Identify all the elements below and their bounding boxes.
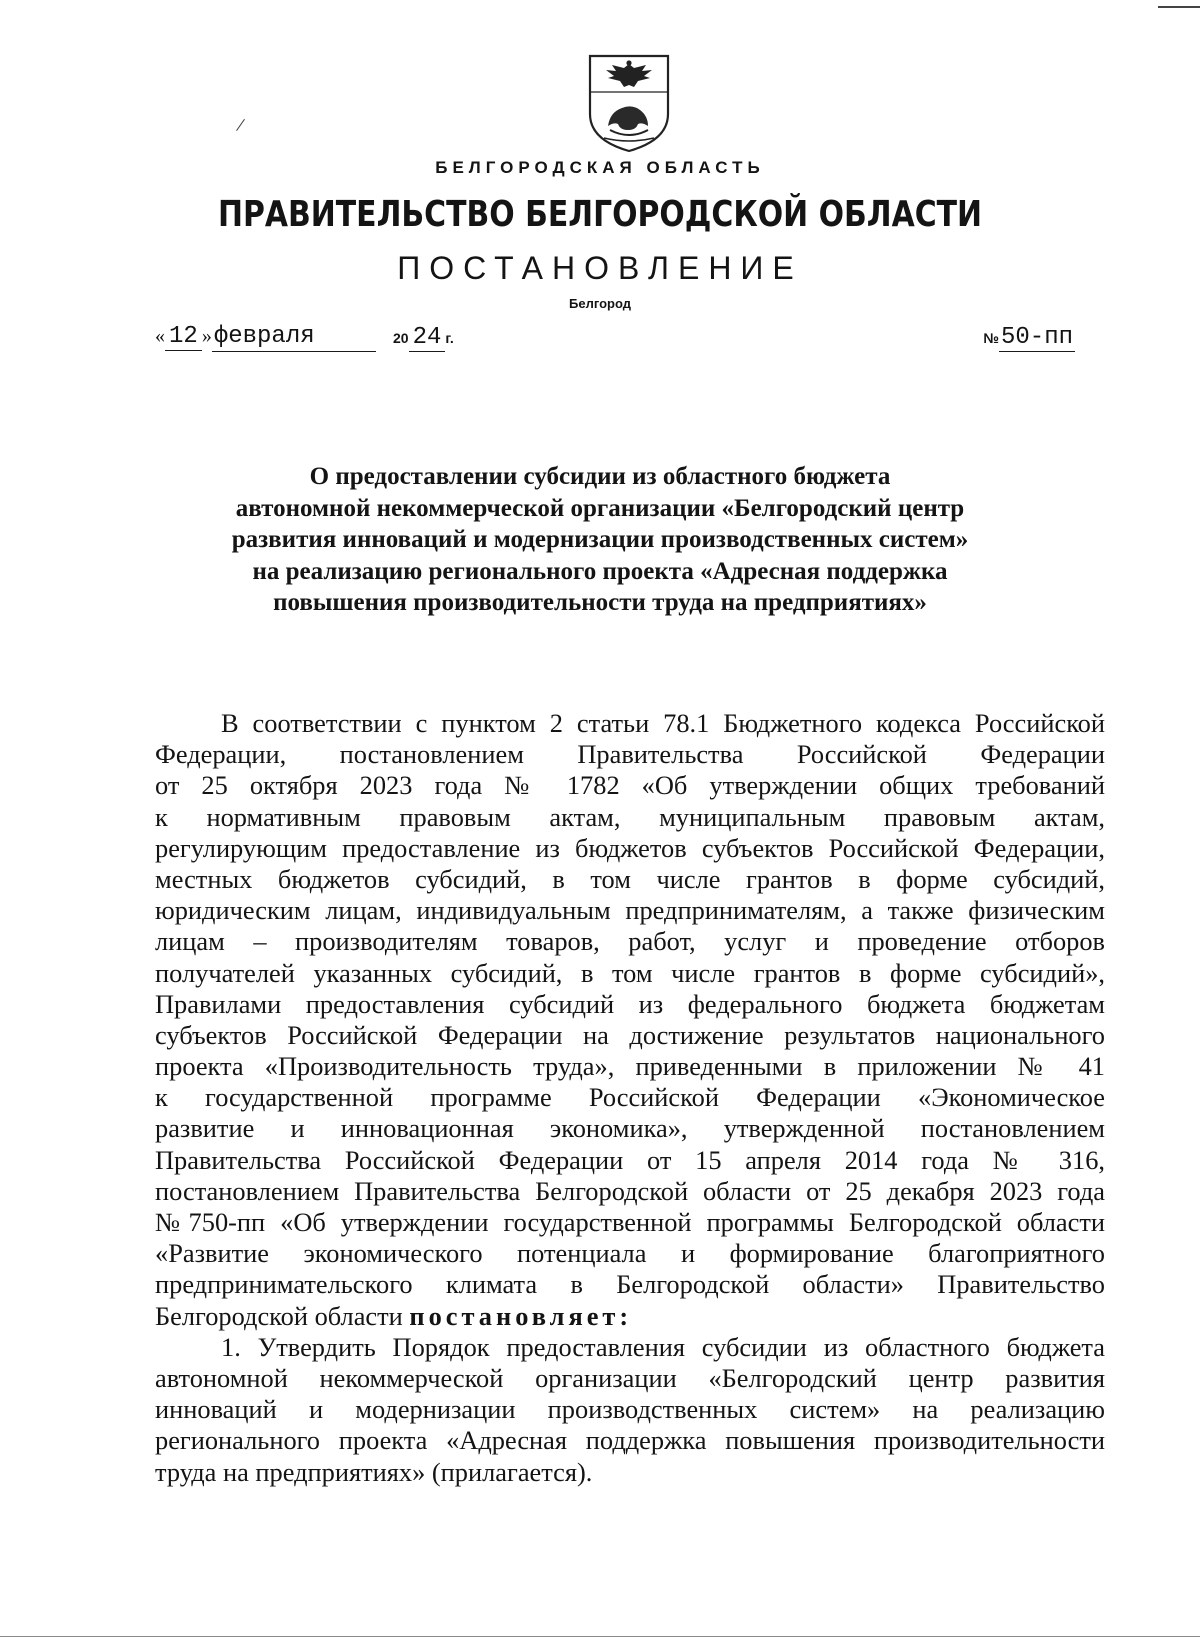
resolves-word: постановляет: (409, 1300, 633, 1331)
body-line: предпринимательского климата в Белгородской области» Правительство (155, 1269, 1105, 1300)
title-line: развития инноваций и модернизации производственных систем» (231, 526, 969, 553)
year-suffix: 24 (409, 324, 446, 352)
scan-mark (0, 1636, 1200, 1637)
document-title (150, 461, 1050, 619)
body-line: Федерации, постановлением Правительства Российской Федерации (155, 739, 1105, 770)
body-line: получателей указанных субсидий, в том числе грантов в форме субсидий», (155, 957, 1105, 988)
date-day: 12 (165, 323, 202, 351)
item-1-line: 1. Утвердить Порядок предоставления субсидии из областного бюджета (221, 1331, 1105, 1362)
document-type: ПОСТАНОВЛЕНИЕ (397, 250, 803, 286)
title-line: автономной некоммерческой организации «Белгородский центр (235, 494, 965, 522)
item-1-line: автономной некоммерческой организации «Белгородский центр развития (155, 1362, 1105, 1393)
body-line: Правилами предоставления субсидий из федерального бюджета бюджетам (155, 988, 1105, 1019)
body-line: лицам – производителям товаров, работ, услуг и проведение отборов (155, 926, 1105, 957)
body-line: местных бюджетов субсидий, в том числе грантов в форме субсидий, (155, 863, 1105, 894)
number-value: 50-пп (1000, 324, 1073, 351)
quote-close: » (201, 325, 212, 347)
body-line: развитие и инновационная экономика», утвержденной постановлением (155, 1113, 1105, 1144)
quote-open: « (155, 325, 165, 347)
body-line: от 25 октября 2023 года № 1782 «Об утверждении общих требований (155, 770, 1105, 801)
body-line: к государственной программе Российской Федерации «Экономическое (155, 1082, 1105, 1113)
body-line: проекта «Производительность труда», приведенными в приложении № 41 (155, 1051, 1105, 1082)
year-abbr: г. (445, 330, 454, 346)
resolves-prefix: Белгородской области (155, 1300, 410, 1331)
coat-of-arms-icon (586, 52, 672, 154)
document-body (155, 708, 1105, 1488)
item-1-line: регионального проекта «Адресная поддержка повышения производительности (155, 1425, 1105, 1456)
date-field (155, 323, 376, 352)
date-year (393, 324, 454, 352)
body-line: к нормативным правовым актам, муниципальным правовым актам, (155, 801, 1105, 832)
body-line: №750-пп «Об утверждении государственной программы Белгородской области (155, 1207, 1105, 1237)
scan-mark (236, 119, 245, 131)
date-line (155, 318, 1075, 352)
body-line: юридическим лицам, индивидуальным предпринимателям, а также физическим (155, 895, 1105, 926)
body-line: постановлением Правительства Белгородской области от 25 декабря 2023 года (155, 1175, 1105, 1206)
region-name: БЕЛГОРОДСКАЯ ОБЛАСТЬ (435, 158, 765, 177)
body-line: регулирующим предоставление из бюджетов субъектов Российской Федерации, (155, 832, 1105, 863)
body-line-resolves (155, 1301, 1105, 1332)
year-prefix: 20 (393, 330, 409, 346)
title-line: на реализацию регионального проекта «Адресная поддержка (252, 557, 948, 585)
city-name: Белгород (569, 296, 631, 311)
government-name: ПРАВИТЕЛЬСТВО БЕЛГОРОДСКОЙ ОБЛАСТИ (217, 194, 983, 235)
title-line: О предоставлении субсидии из областного бюджета (309, 463, 891, 490)
body-line: «Развитие экономического потенциала и формирование благоприятного (155, 1238, 1105, 1269)
number-label: № (983, 330, 999, 346)
item-1-line: труда на предприятиях» (прилагается). (155, 1456, 593, 1487)
scan-mark (1158, 6, 1200, 8)
body-line: субъектов Российской Федерации на достижение результатов национального (155, 1019, 1105, 1050)
body-line: В соответствии с пунктом 2 статьи 78.1 Бюджетного кодекса Российской (221, 708, 1105, 738)
document-number (983, 324, 1075, 352)
title-line: повышения производительности труда на предприятиях» (273, 589, 927, 616)
item-1-line: инноваций и модернизации производственных систем» на реализацию (155, 1394, 1105, 1425)
date-month: февраля (212, 323, 376, 352)
body-line: Правительства Российской Федерации от 15 апреля 2014 года № 316, (155, 1144, 1105, 1175)
